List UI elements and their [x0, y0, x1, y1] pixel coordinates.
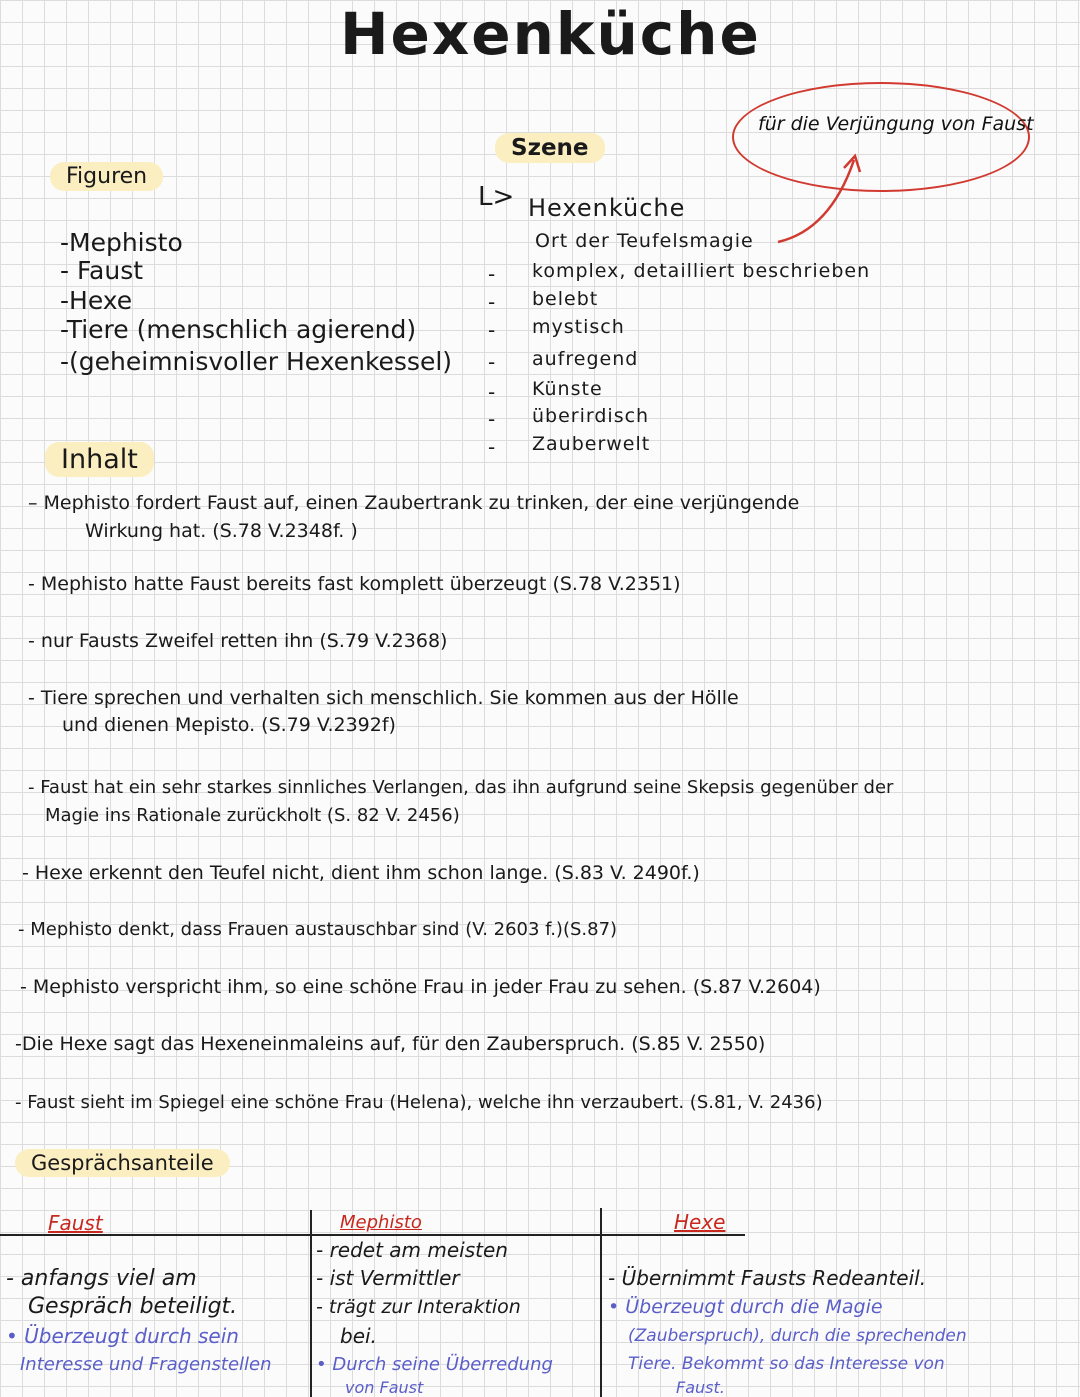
heading-figuren: Figuren — [50, 162, 163, 191]
szene-dash: - — [488, 350, 496, 374]
inhalt-line: - Faust sieht im Spiegel eine schöne Frau (Helena), welche ihn verzaubert. (S.81, V. 2436) — [15, 1092, 823, 1113]
inhalt-line: - Mephisto denkt, dass Frauen austauschbar sind (V. 2603 f.)(S.87) — [18, 919, 618, 940]
inhalt-line: und dienen Mepisto. (S.79 V.2392f) — [62, 714, 396, 736]
szene-dash: - — [488, 380, 496, 404]
szene-item: Künste — [532, 378, 603, 400]
table-header-mephisto: Mephisto — [340, 1212, 422, 1233]
page-title: Hexenküche — [340, 0, 761, 68]
inhalt-line: - Mephisto verspricht ihm, so eine schöne Frau in jeder Frau zu sehen. (S.87 V.2604) — [20, 976, 821, 998]
faust-cell-line: • Überzeugt durch sein — [6, 1324, 239, 1348]
inhalt-line: - Hexe erkennt den Teufel nicht, dient ihm schon lange. (S.83 V. 2490f.) — [22, 862, 700, 884]
heading-gespraechsanteile: Gesprächsanteile — [15, 1149, 230, 1177]
mephisto-cell-line: • Durch seine Überredung — [316, 1354, 553, 1375]
annotation-arrow-icon — [770, 150, 870, 250]
inhalt-line: Wirkung hat. (S.78 V.2348f. ) — [85, 520, 358, 542]
figuren-item: -Hexe — [60, 286, 133, 315]
mephisto-cell-line: - redet am meisten — [316, 1238, 508, 1262]
szene-dash: - — [488, 262, 496, 286]
szene-arrow-icon: L> — [478, 182, 515, 212]
heading-szene: Szene — [495, 133, 605, 163]
szene-name: Hexenküche — [528, 194, 686, 222]
hexe-cell-line: Faust. — [676, 1378, 725, 1397]
hexe-cell-line: - Übernimmt Fausts Redeanteil. — [608, 1266, 927, 1290]
szene-dash: - — [488, 407, 496, 431]
table-header-hexe: Hexe — [674, 1210, 726, 1234]
faust-cell-line: Gespräch beteiligt. — [28, 1294, 238, 1319]
annotation-text: für die Verjüngung von Faust — [758, 113, 1034, 135]
szene-item: aufregend — [532, 348, 639, 370]
szene-item: komplex, detailliert beschrieben — [532, 260, 871, 282]
szene-dash: - — [488, 318, 496, 342]
inhalt-line: – Mephisto fordert Faust auf, einen Zaubertrank zu trinken, der eine verjüngende — [28, 492, 800, 514]
szene-dash: - — [488, 290, 496, 314]
szene-ort: Ort der Teufelsmagie — [535, 230, 754, 252]
szene-item: überirdisch — [532, 405, 650, 427]
hexe-cell-line: Tiere. Bekommt so das Interesse von — [628, 1354, 945, 1374]
szene-item: mystisch — [532, 316, 625, 338]
faust-cell-line: Interesse und Fragenstellen — [20, 1354, 272, 1375]
mephisto-cell-line: - ist Vermittler — [316, 1266, 460, 1290]
table-divider — [310, 1210, 312, 1397]
mephisto-cell-line: von Faust — [345, 1378, 424, 1397]
inhalt-line: - Mephisto hatte Faust bereits fast komplett überzeugt (S.78 V.2351) — [28, 573, 681, 595]
table-header-rule — [0, 1234, 745, 1236]
heading-inhalt: Inhalt — [45, 442, 154, 477]
szene-dash: - — [488, 435, 496, 459]
szene-item: belebt — [532, 288, 599, 310]
hexe-cell-line: (Zauberspruch), durch die sprechenden — [628, 1326, 967, 1346]
faust-cell-line: - anfangs viel am — [6, 1266, 197, 1291]
inhalt-line: -Die Hexe sagt das Hexeneinmaleins auf, für den Zauberspruch. (S.85 V. 2550) — [15, 1033, 766, 1055]
figuren-item: -Mephisto — [60, 228, 183, 257]
figuren-item: - Faust — [60, 256, 144, 285]
inhalt-line: - Tiere sprechen und verhalten sich menschlich. Sie kommen aus der Hölle — [28, 687, 739, 709]
figuren-item: -Tiere (menschlich agierend) — [60, 315, 417, 344]
inhalt-line: Magie ins Rationale zurückholt (S. 82 V. 2456) — [45, 805, 460, 826]
hexe-cell-line: • Überzeugt durch die Magie — [608, 1296, 883, 1318]
table-header-faust: Faust — [48, 1211, 103, 1235]
inhalt-line: - Faust hat ein sehr starkes sinnliches Verlangen, das ihn aufgrund seine Skepsis gegenüber der — [28, 777, 894, 798]
inhalt-line: - nur Fausts Zweifel retten ihn (S.79 V.2368) — [28, 630, 448, 652]
mephisto-cell-line: bei. — [340, 1324, 377, 1348]
figuren-item: -(geheimnisvoller Hexenkessel) — [60, 347, 453, 376]
table-divider — [600, 1208, 602, 1397]
mephisto-cell-line: - trägt zur Interaktion — [316, 1296, 521, 1318]
szene-item: Zauberwelt — [532, 433, 651, 455]
